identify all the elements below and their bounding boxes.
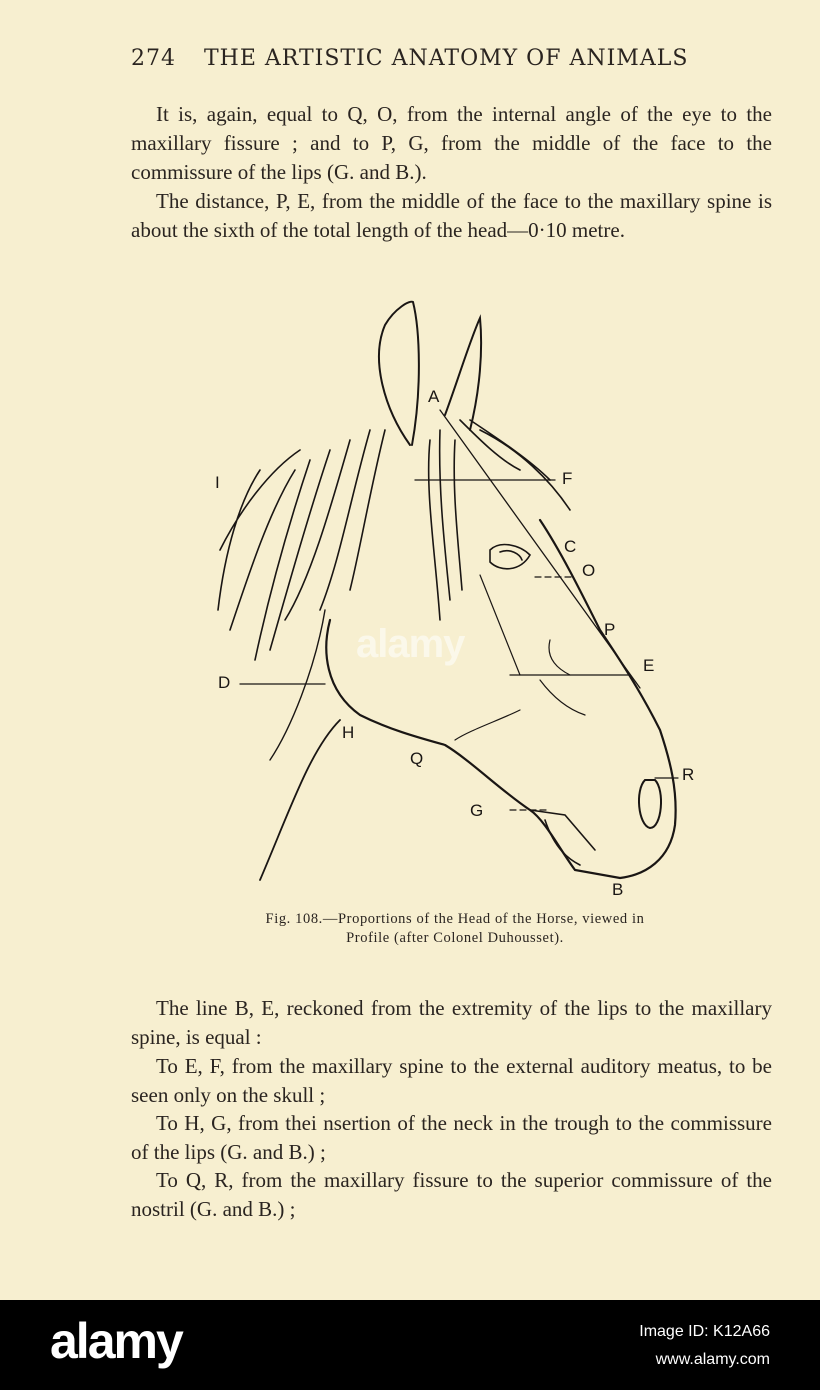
label-R: R (682, 765, 695, 784)
label-C: C (564, 537, 577, 556)
label-I: I (215, 473, 220, 492)
label-A: A (428, 387, 440, 406)
page-number: 274 (131, 46, 176, 71)
paragraph: To H, G, from thei nsertion of the neck in the trough to the commissure of the lips (G. and B.) ; (131, 1111, 772, 1164)
figure-caption (150, 910, 760, 948)
label-E: E (643, 656, 655, 675)
label-P: P (604, 620, 616, 639)
paragraph: To Q, R, from the maxillary fissure to the superior commissure of the nostril (G. and B.) ; (131, 1168, 772, 1221)
label-G: G (470, 801, 484, 820)
paragraph: It is, again, equal to Q, O, from the internal angle of the eye to the maxillary fissure ; and to P, G, from the middle of the face to the commissure of the lips (G. and B.). (131, 102, 772, 184)
paragraph: The line B, E, reckoned from the extremity of the lips to the maxillary spine, is equal : (131, 996, 772, 1049)
running-head (131, 46, 771, 71)
label-H: H (342, 723, 355, 742)
alamy-logo: alamy (50, 1313, 182, 1369)
nostril (639, 780, 661, 828)
ear-left (379, 302, 419, 445)
caption-line: Fig. 108.—Proportions of the Head of the Horse, viewed in (265, 911, 645, 927)
neck-front (270, 610, 325, 760)
site-url: www.alamy.com (655, 1351, 770, 1368)
paragraph: The distance, P, E, from the middle of the face to the maxillary spine is about the sixth of the total length of the head—0·10 metre. (131, 189, 772, 242)
neck-line (260, 720, 340, 880)
line-CE (480, 575, 520, 675)
label-D: D (218, 673, 231, 692)
horse-head-figure (200, 290, 720, 905)
ear-right (445, 318, 481, 430)
label-F: F (562, 469, 573, 488)
paragraph: To E, F, from the maxillary spine to the external auditory meatus, to be seen only on the skull ; (131, 1054, 772, 1107)
caption-line: Profile (after Colonel Duhousset). (346, 930, 564, 946)
head-outline (326, 520, 675, 878)
label-O: O (582, 561, 596, 580)
eye (490, 545, 530, 569)
watermark: alamy (356, 622, 465, 666)
line-AE (440, 410, 640, 688)
label-Q: Q (410, 749, 424, 768)
image-id: Image ID: K12A66 (639, 1323, 770, 1340)
stock-footer (0, 1300, 820, 1390)
book-title: THE ARTISTIC ANATOMY OF ANIMALS (204, 46, 689, 71)
image-id-block (639, 1318, 770, 1374)
label-B: B (612, 880, 624, 899)
